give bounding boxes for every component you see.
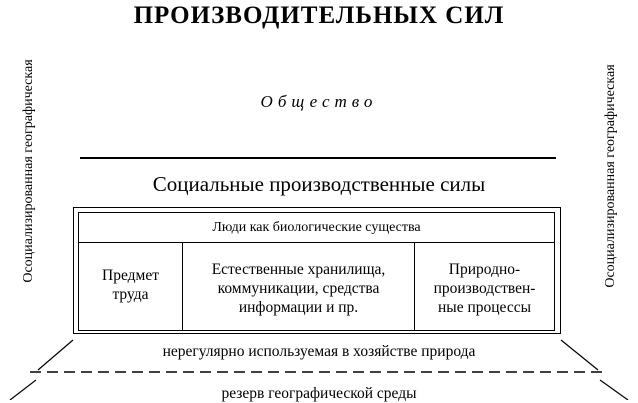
cell-processes-line1: Природно- xyxy=(448,261,521,278)
side-label-left: Осоциализированная географическая xyxy=(21,59,36,283)
society-label: Общество xyxy=(260,92,378,111)
reserve-label: резерв географической среды xyxy=(221,385,417,402)
cell-storage-line1: Естественные хранилища, xyxy=(211,261,386,278)
social-forces-label: Социальные производственные силы xyxy=(152,172,486,196)
diagram-title: ПРОИЗВОДИТЕЛЬНЫХ СИЛ xyxy=(133,2,505,29)
cell-storage-line2: коммуникации, средства xyxy=(217,280,380,297)
side-label-right: Осоциализированная географическая xyxy=(603,64,618,288)
irregular-nature-label: нерегулярно используемая в хозяйстве природа xyxy=(162,343,476,360)
cell-storage-line3: информации и пр. xyxy=(238,299,359,316)
cell-processes-line2: производствен- xyxy=(433,280,536,297)
cell-processes-line3: ные процессы xyxy=(438,299,531,316)
people-biological-label: Люди как биологические существа xyxy=(212,220,421,235)
cell-subject-line2: труда xyxy=(112,286,149,303)
cell-subject-line1: Предмет xyxy=(102,267,159,284)
